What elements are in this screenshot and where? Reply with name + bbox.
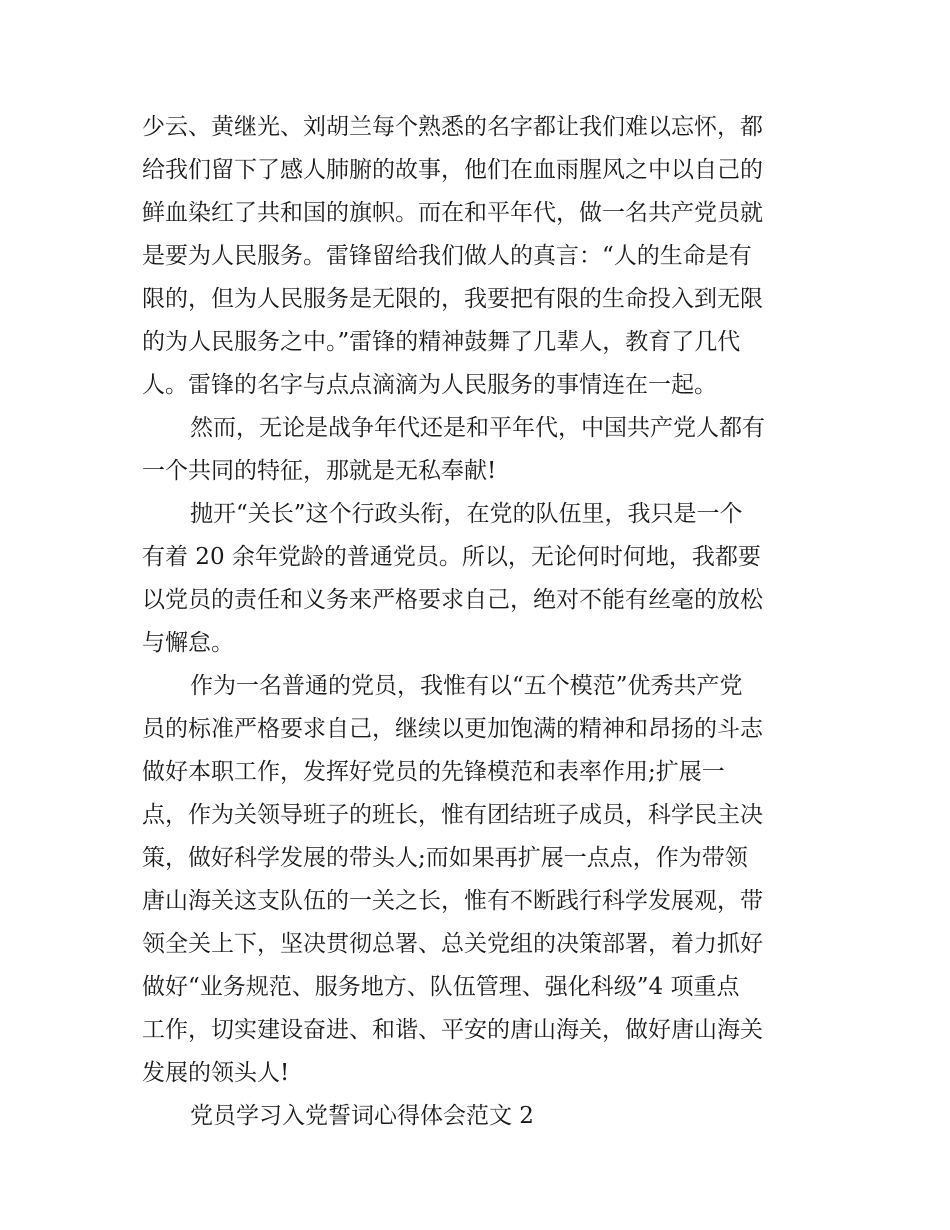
text-line: 与懈怠。	[142, 630, 234, 656]
text-line: 以党员的责任和义务来严格要求自己，绝对不能有丝毫的放松	[142, 587, 763, 613]
text-line: 的为人民服务之中。”雷锋的精神鼓舞了几辈人，教育了几代	[142, 329, 741, 355]
text-line: 工作，切实建设奋进、和谐、平安的唐山海关，做好唐山海关	[142, 1017, 763, 1043]
paragraph-first-line: 抛开“关长”这个行政头衔，在党的队伍里，我只是一个	[190, 501, 743, 527]
text-line: 鲜血染红了共和国的旗帜。而在和平年代，做一名共产党员就	[142, 200, 763, 226]
text-line: 点，作为关领导班子的班长，惟有团结班子成员，科学民主决	[142, 802, 763, 828]
text-line: 给我们留下了感人肺腑的故事，他们在血雨腥风之中以自己的	[142, 157, 763, 183]
text-line: 少云、黄继光、刘胡兰每个熟悉的名字都让我们难以忘怀，都	[142, 114, 763, 140]
text-line: 员的标准严格要求自己，继续以更加饱满的精神和昂扬的斗志	[142, 716, 763, 742]
text-line: 限的，但为人民服务是无限的，我要把有限的生命投入到无限	[142, 286, 763, 312]
paragraph-first-line: 然而，无论是战争年代还是和平年代，中国共产党人都有	[190, 415, 765, 441]
text-line: 做好“业务规范、服务地方、队伍管理、强化科级”4 项重点	[142, 974, 740, 1000]
text-line: 人。雷锋的名字与点点滴滴为人民服务的事情连在一起。	[142, 372, 717, 398]
section-title: 党员学习入党誓词心得体会范文 2	[190, 1103, 534, 1129]
text-line: 一个共同的特征，那就是无私奉献!	[142, 458, 497, 484]
text-line: 发展的领头人!	[142, 1060, 290, 1086]
text-line: 领全关上下，坚决贯彻总署、总关党组的决策部署，着力抓好	[142, 931, 763, 957]
text-line: 有着 20 余年党龄的普通党员。所以，无论何时何地，我都要	[142, 544, 761, 570]
text-line: 是要为人民服务。雷锋留给我们做人的真言：“人的生命是有	[142, 243, 752, 269]
paragraph-first-line: 作为一名普通的党员，我惟有以“五个模范”优秀共产党	[190, 673, 743, 699]
text-line: 唐山海关这支队伍的一关之长，惟有不断践行科学发展观，带	[142, 888, 763, 914]
text-line: 做好本职工作，发挥好党员的先锋模范和表率作用;扩展一	[142, 759, 725, 785]
text-line: 策，做好科学发展的带头人;而如果再扩展一点点，作为带领	[142, 845, 748, 871]
